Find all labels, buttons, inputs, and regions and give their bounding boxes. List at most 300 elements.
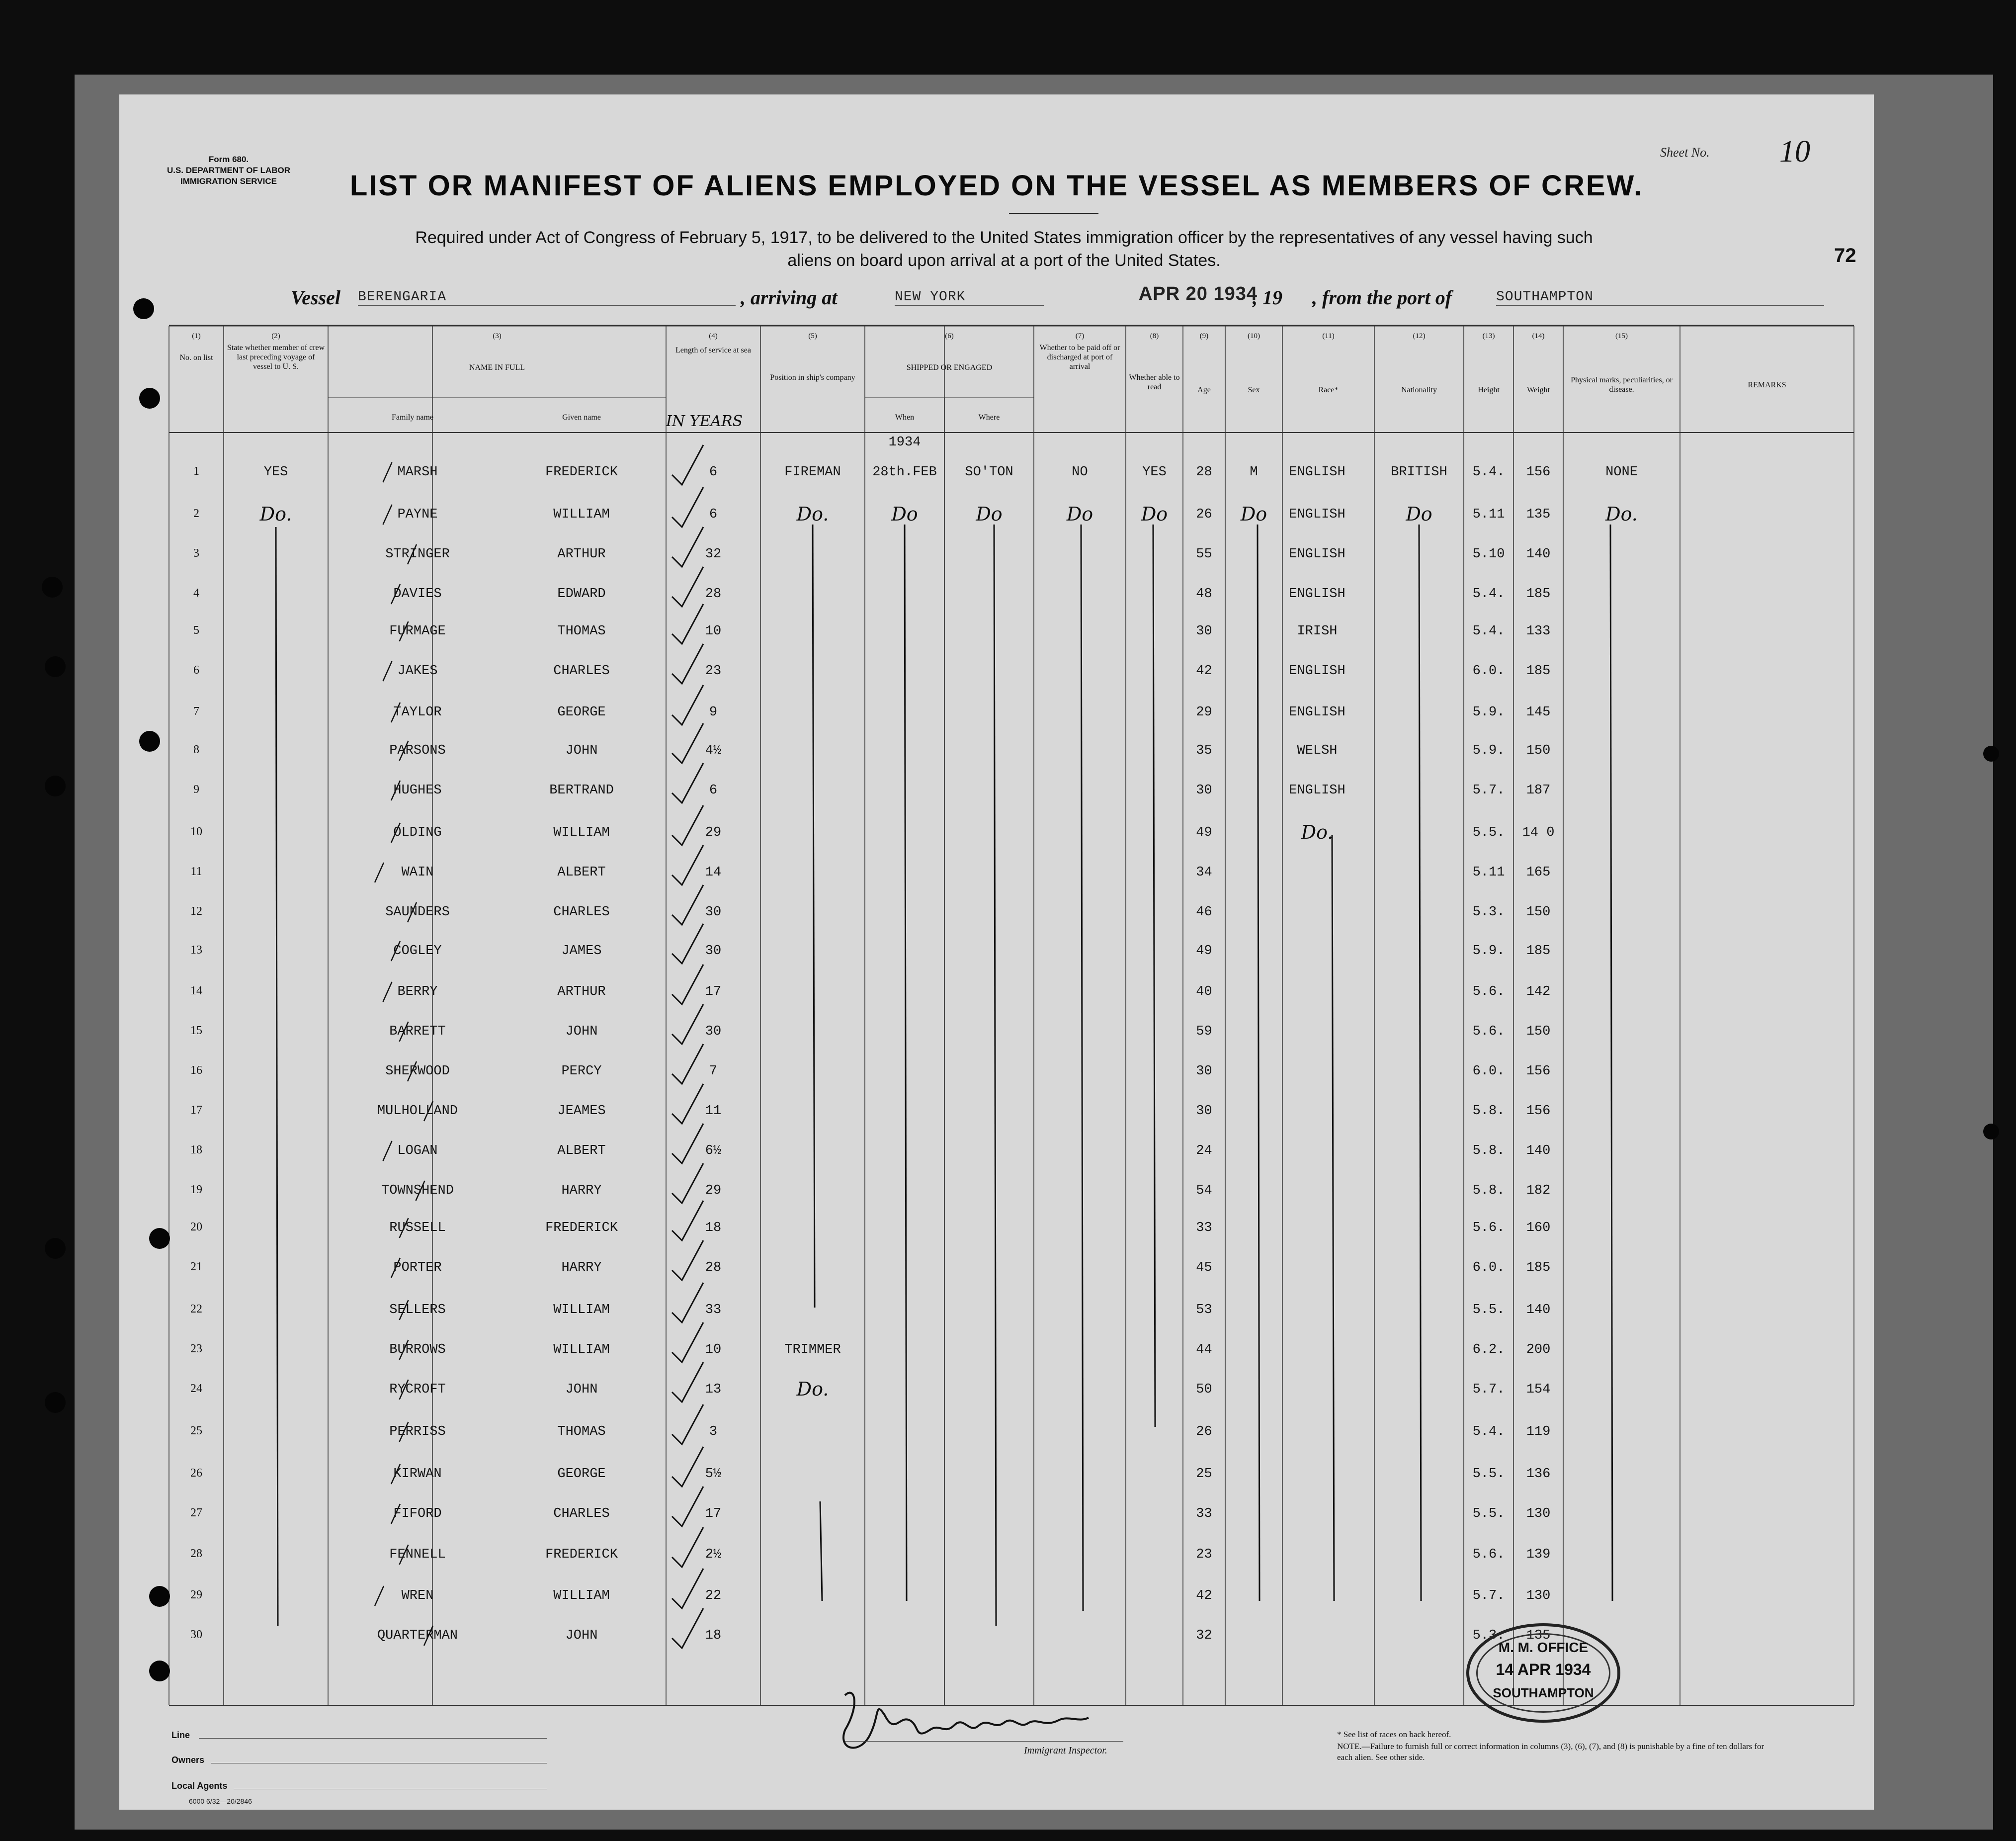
cell-when: Do [891,503,918,525]
cell-service: 30 [705,1024,722,1039]
cell-family: BERRY [397,984,438,999]
cell-weight: 133 [1526,624,1551,639]
cell-sex: Do [1240,503,1267,525]
cell-weight: 139 [1526,1547,1551,1562]
cell-family: DAVIES [393,587,442,602]
cell-service: 30 [705,905,722,920]
cell-height: 5.8. [1472,1104,1505,1119]
fine-note: NOTE.—Failure to furnish full or correct information in columns (3), (6), (7), and (8) is punishable by a fine of ten dollars for each alien. See other side. [1337,1742,1764,1762]
cell-service: 18 [705,1221,722,1235]
column-header: SHIPPED OR ENGAGED [906,363,993,372]
cell-weight: 145 [1526,705,1551,720]
cell-no: 10 [190,825,202,838]
cell-service: 2½ [705,1547,722,1562]
local-agents-label: Local Agents [171,1781,228,1791]
from-port-label: , from the port of [1312,286,1452,309]
cell-age: 34 [1196,865,1212,880]
cell-weight: 165 [1526,865,1551,880]
binder-hole [149,1228,170,1249]
cell-family: PORTER [393,1260,442,1275]
cell-age: 26 [1196,507,1212,522]
binder-hole [139,388,160,409]
sheet-number-label: Sheet No. [1660,145,1710,160]
cell-service: 6½ [705,1143,722,1158]
vessel-name: BERENGARIA [358,289,736,306]
cell-age: 30 [1196,1104,1212,1119]
binder-hole [45,776,66,796]
cell-family: SELLERS [389,1303,446,1317]
cell-service: 3 [709,1424,718,1439]
cell-height: 5.5. [1472,825,1505,840]
cell-family: FURMAGE [389,624,446,639]
stamp-port: SOUTHAMPTON [1493,1685,1594,1700]
cell-given: CHARLES [553,1506,610,1521]
cell-service: 28 [705,1260,722,1275]
cell-service: 28 [705,587,722,602]
cell-weight: 185 [1526,944,1551,959]
cell-no: 6 [193,664,199,677]
cell-family: BARRETT [389,1024,446,1039]
cell-age: 25 [1196,1467,1212,1482]
cell-weight: 140 [1526,1303,1551,1317]
cell-where: SO'TON [965,465,1013,480]
cell-family: WAIN [401,865,434,880]
cell-age: 26 [1196,1424,1212,1439]
cell-family: TAYLOR [393,705,442,720]
cell-family: PAYNE [397,507,438,522]
cell-no: 23 [190,1342,202,1355]
cell-race: ENGLISH [1289,783,1345,798]
column-header: Sex [1248,386,1260,394]
cell-no: 25 [190,1424,202,1437]
column-number: (7) [1075,332,1085,340]
column-number: (8) [1150,332,1159,340]
cell-nationality: Do [1406,503,1432,525]
cell-height: 5.7. [1472,1382,1505,1397]
cell-given: ALBERT [557,865,606,880]
column-number: (2) [271,332,280,340]
cell-height: 5.9. [1472,743,1505,758]
cell-no: 8 [193,743,199,756]
cell-family: MULHOLLAND [377,1104,458,1119]
cell-height: 6.2. [1472,1342,1505,1357]
cell-service: 32 [705,547,722,562]
column-number: (12) [1413,332,1426,340]
cell-weight: 185 [1526,664,1551,679]
inspector-label: Immigrant Inspector. [1024,1745,1107,1756]
subtitle-line-2: aliens on board upon arrival at a port of the United States. [787,251,1221,270]
cell-weight: 156 [1526,1104,1551,1119]
cell-no: 15 [190,1024,202,1037]
cell-family: SHERWOOD [385,1064,450,1079]
cell-position: FIREMAN [784,465,841,480]
cell-family: JAKES [397,664,438,679]
binder-hole [1983,1124,1999,1140]
cell-given: FREDERICK [545,465,618,480]
cell-weight: 187 [1526,783,1551,798]
cell-given: PERCY [561,1064,602,1079]
cell-age: 28 [1196,465,1212,480]
cell-family: RYCROFT [389,1382,446,1397]
page-title: LIST OR MANIFEST OF ALIENS EMPLOYED ON THE VESSEL AS MEMBERS OF CREW. [349,170,1644,202]
cell-age: 49 [1196,825,1212,840]
column-header: Age [1197,386,1211,394]
cell-weight: 185 [1526,1260,1551,1275]
ditto-line [276,527,278,1626]
cell-age: 42 [1196,1588,1212,1603]
inspector-signature [825,1675,1103,1775]
cell-race: ENGLISH [1289,547,1345,562]
cell-no: 28 [190,1547,202,1560]
binder-hole [149,1586,170,1607]
cell-no: 27 [190,1506,202,1519]
cell-age: 44 [1196,1342,1212,1357]
cell-weight: 136 [1526,1467,1551,1482]
cell-age: 50 [1196,1382,1212,1397]
column-header: Family name [392,413,433,422]
cell-weight: 156 [1526,1064,1551,1079]
cell-service: 33 [705,1303,722,1317]
column-header: Where [978,413,1000,422]
cell-no: 14 [190,984,202,997]
cell-service: 6 [709,783,718,798]
cell-service: 17 [705,984,722,999]
cell-no: 1 [193,465,199,478]
cell-age: 49 [1196,944,1212,959]
arriving-label: , arriving at [741,286,838,309]
cell-age: 45 [1196,1260,1212,1275]
column-number: (14) [1532,332,1545,340]
column-header: Weight [1527,386,1550,394]
cell-age: 55 [1196,547,1212,562]
arrival-date-stamp: APR 20 1934 [1138,283,1258,304]
ditto-line [994,525,996,1626]
cell-no: 5 [193,624,199,637]
cell-weight: 130 [1526,1506,1551,1521]
binder-hole [133,298,154,319]
cell-given: JOHN [565,1024,598,1039]
cell-service: 29 [705,825,722,840]
cell-family: KIRWAN [393,1467,442,1482]
cell-height: 5.4. [1472,465,1505,480]
ditto-line [813,525,815,1308]
cell-service: 10 [705,624,722,639]
ditto-line [1332,835,1334,1601]
cell-weight: 150 [1526,1024,1551,1039]
cell-age: 35 [1196,743,1212,758]
column-header: State whether member of crew last preceding voyage of vessel to U. S. [227,344,325,371]
cell-service: 23 [705,664,722,679]
cell-no: 18 [190,1143,202,1156]
cell-family: OLDING [393,825,442,840]
cell-service: 17 [705,1506,722,1521]
cell-height: 5.9. [1472,944,1505,959]
cell-no: 16 [190,1064,202,1077]
column-number: (1) [192,332,201,340]
binder-hole [1983,746,1999,762]
cell-given: WILLIAM [553,825,610,840]
column-header: Whether able to read [1129,373,1180,391]
cell-last-voyage: YES [263,465,288,480]
cell-service: 6 [709,465,718,480]
sheet-reference-number: 72 [1834,245,1856,266]
cell-height: 5.5. [1472,1303,1505,1317]
column-header: Height [1478,386,1500,394]
cell-weight: 14 0 [1522,825,1555,840]
cell-given: ARTHUR [557,984,606,999]
cell-given: CHARLES [553,664,610,679]
cell-weight: 150 [1526,905,1551,920]
binder-hole [42,577,63,598]
ditto-line [1258,525,1260,1601]
cell-height: 5.4. [1472,624,1505,639]
cell-given: GEORGE [557,1467,606,1482]
cell-service: 22 [705,1588,722,1603]
cell-family: TOWNSHEND [381,1183,454,1198]
cell-given: THOMAS [557,624,606,639]
cell-height: 6.0. [1472,1064,1505,1079]
column-number: (11) [1322,332,1335,340]
cell-age: 54 [1196,1183,1212,1198]
cell-family: RUSSELL [389,1221,446,1235]
cell-family: BURROWS [389,1342,446,1357]
stamp-date: 14 APR 1934 [1496,1661,1591,1678]
column-number: (6) [945,332,954,340]
cell-no: 7 [193,705,199,718]
cell-family: FENNELL [389,1547,446,1562]
cell-read: Do [1141,503,1168,525]
service-years-note: IN YEARS [666,413,743,430]
cell-service: 14 [705,865,722,880]
column-number: (3) [493,332,502,340]
cell-height: 5.3. [1472,905,1505,920]
form-number: Form 680. [208,155,249,164]
service-name: IMMIGRATION SERVICE [180,176,277,186]
cell-weight: 135 [1526,507,1551,522]
cell-age: 33 [1196,1221,1212,1235]
cell-given: EDWARD [557,587,606,602]
cell-weight: 200 [1526,1342,1551,1357]
cell-given: JEAMES [557,1104,606,1119]
cell-service: 18 [705,1628,722,1643]
cell-height: 5.3. [1472,1628,1505,1643]
cell-weight: 142 [1526,984,1551,999]
cell-height: 5.6. [1472,984,1505,999]
cell-race: ENGLISH [1289,705,1345,720]
cell-race: IRISH [1297,624,1338,639]
cell-family: SAUNDERS [385,905,450,920]
cell-given: JOHN [565,1628,598,1643]
cell-service: 9 [709,705,718,720]
cell-given: FREDERICK [545,1221,618,1235]
cell-family: PARSONS [389,743,446,758]
cell-age: 53 [1196,1303,1212,1317]
ditto-line [1153,525,1155,1427]
cell-weight: 119 [1526,1424,1551,1439]
cell-height: 5.10 [1472,547,1505,562]
column-number: (10) [1248,332,1260,340]
cell-weight: 140 [1526,1143,1551,1158]
cell-no: 2 [193,507,199,520]
cell-height: 5.7. [1472,783,1505,798]
cell-height: 5.8. [1472,1143,1505,1158]
manifest-sheet [119,94,1874,1810]
binder-hole [45,1392,66,1413]
vessel-label: Vessel [291,286,340,309]
stamp-office: M. M. OFFICE [1498,1640,1589,1655]
cell-no: 11 [190,865,202,878]
cell-no: 20 [190,1221,202,1233]
binder-hole [149,1661,170,1681]
column-number: (9) [1199,332,1209,340]
line-rule [199,1738,547,1739]
cell-age: 33 [1196,1506,1212,1521]
owners-label: Owners [171,1755,205,1765]
cell-given: WILLIAM [553,1588,610,1603]
cell-weight: 140 [1526,547,1551,562]
cell-age: 29 [1196,705,1212,720]
binder-hole [45,656,66,677]
cell-sex: M [1250,465,1258,480]
column-header: REMARKS [1748,381,1786,389]
cell-no: 24 [190,1382,202,1395]
column-number: (5) [808,332,817,340]
cell-height: 5.9. [1472,705,1505,720]
cell-given: JAMES [561,944,602,959]
cell-nationality: BRITISH [1391,465,1447,480]
cell-height: 6.0. [1472,1260,1505,1275]
column-header: When [895,413,915,422]
cell-height: 6.0. [1472,664,1505,679]
cell-given: BERTRAND [549,783,614,798]
year-label: , 19 [1253,286,1282,309]
cell-family: WREN [401,1588,434,1603]
column-header: NAME IN FULL [469,363,525,372]
column-header: Whether to be paid off or discharged at port of arrival [1039,344,1120,371]
cell-race: ENGLISH [1289,587,1345,602]
cell-service: 5½ [705,1467,722,1482]
cell-no: 29 [190,1588,202,1601]
cell-no: 19 [190,1183,202,1196]
column-header: Race* [1318,386,1339,394]
cell-given: ARTHUR [557,547,606,562]
cell-height: 5.6. [1472,1221,1505,1235]
inspector-rule [845,1741,1123,1742]
cell-given: WILLIAM [553,507,610,522]
cell-read: YES [1142,465,1167,480]
cell-when: 28th.FEB [872,465,937,480]
cell-family: COGLEY [393,944,442,959]
cell-last-voyage: Do. [259,503,292,525]
cell-given: ALBERT [557,1143,606,1158]
cell-marks: Do. [1605,503,1638,525]
cell-race: ENGLISH [1289,507,1345,522]
cell-where: Do [976,503,1003,525]
cell-race: ENGLISH [1289,465,1345,480]
cell-family: FIFORD [393,1506,442,1521]
cell-service: 7 [709,1064,718,1079]
cell-given: THOMAS [557,1424,606,1439]
cell-no: 9 [193,783,199,796]
cell-no: 3 [193,547,199,560]
cell-race: ENGLISH [1289,664,1345,679]
column-number: (15) [1615,332,1628,340]
cell-family: LOGAN [397,1143,438,1158]
cell-given: HARRY [561,1260,602,1275]
cell-service: 13 [705,1382,722,1397]
cell-service: 11 [705,1104,722,1119]
cell-age: 30 [1196,624,1212,639]
cell-weight: 160 [1526,1221,1551,1235]
cell-age: 23 [1196,1547,1212,1562]
cell-service: 29 [705,1183,722,1198]
cell-no: 22 [190,1303,202,1315]
column-header: No. on list [179,353,213,362]
races-note: * See list of races on back hereof. [1337,1730,1451,1739]
column-header: Position in ship's company [770,373,855,382]
cell-no: 13 [190,944,202,957]
departure-port: SOUTHAMPTON [1496,289,1824,306]
department-name: U.S. DEPARTMENT OF LABOR [167,166,291,175]
ditto-line [1419,525,1421,1601]
cell-no: 12 [190,905,202,918]
cell-discharged: NO [1072,465,1088,480]
binder-hole [139,731,160,752]
arrival-port: NEW YORK [895,289,1044,306]
cell-no: 21 [190,1260,202,1273]
cell-age: 59 [1196,1024,1212,1039]
cell-height: 5.11 [1472,865,1505,880]
subtitle-line-1: Required under Act of Congress of February 5, 1917, to be delivered to the United States immigration officer by the representatives of any vessel having such [415,228,1593,247]
cell-height: 5.4. [1472,587,1505,602]
cell-weight: 150 [1526,743,1551,758]
cell-height: 5.11 [1472,507,1505,522]
cell-weight: 135 [1526,1628,1551,1643]
cell-age: 30 [1196,783,1212,798]
cell-family: STRINGER [385,547,450,562]
line-label: Line [171,1730,190,1740]
cell-service: 4½ [705,743,722,758]
cell-height: 5.7. [1472,1588,1505,1603]
cell-given: JOHN [565,1382,598,1397]
sheet-number: 10 [1779,135,1810,169]
cell-age: 42 [1196,664,1212,679]
ditto-line [1610,525,1612,1601]
cell-given: HARRY [561,1183,602,1198]
cell-no: 30 [190,1628,202,1641]
cell-given: WILLIAM [553,1342,610,1357]
cell-family: PERRISS [389,1424,446,1439]
cell-weight: 130 [1526,1588,1551,1603]
ditto-line [905,525,907,1601]
column-number: (4) [709,332,718,340]
cell-weight: 154 [1526,1382,1551,1397]
cell-age: 40 [1196,984,1212,999]
cell-age: 24 [1196,1143,1212,1158]
cell-height: 5.6. [1472,1024,1505,1039]
cell-given: FREDERICK [545,1547,618,1562]
cell-family: QUARTERMAN [377,1628,458,1643]
cell-height: 5.5. [1472,1506,1505,1521]
cell-height: 5.5. [1472,1467,1505,1482]
binder-hole [45,1238,66,1259]
cell-no: 4 [193,587,199,600]
cell-age: 46 [1196,905,1212,920]
column-number: (13) [1482,332,1495,340]
cell-given: CHARLES [553,905,610,920]
cell-weight: 156 [1526,465,1551,480]
cell-age: 32 [1196,1628,1212,1643]
